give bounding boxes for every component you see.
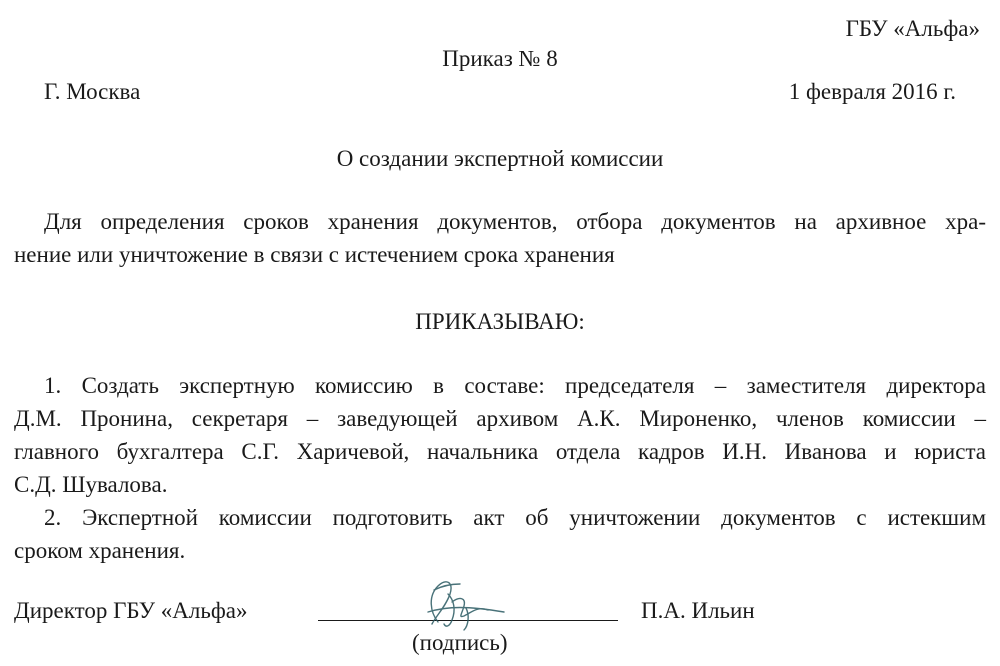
director-position: Директор ГБУ «Альфа» xyxy=(14,598,248,623)
handwritten-signature-icon xyxy=(408,572,518,634)
preamble-line: нение или уничтожение в связи с истечением срока хранения xyxy=(14,242,615,267)
item-2-line: сроком хранения. xyxy=(14,538,186,563)
city: Г. Москва xyxy=(44,79,141,104)
order-subject: О создании экспертной комиссии xyxy=(336,146,664,171)
item-1-line: Д.М. Пронина, секретаря – заведующей архивом А.К. Мироненко, членов комиссии – xyxy=(14,406,986,431)
signature-caption: (подпись) xyxy=(412,630,508,655)
order-title: Приказ № 8 xyxy=(442,46,558,71)
item-1-line: 1. Создать экспертную комиссию в составе: председателя – заместителя директора xyxy=(44,373,986,398)
order-date: 1 февраля 2016 г. xyxy=(788,79,956,104)
organization-name: ГБУ «Альфа» xyxy=(845,16,980,41)
preamble-line: Для определения сроков хранения документов, отбора документов на архивное хра- xyxy=(44,209,986,234)
director-name: П.А. Ильин xyxy=(641,598,755,623)
order-keyword: ПРИКАЗЫВАЮ: xyxy=(415,309,585,334)
item-2-line: 2. Экспертной комиссии подготовить акт об уничтожении документов с истекшим xyxy=(44,505,986,530)
item-1-line: главного бухгалтера С.Г. Харичевой, начальника отдела кадров И.Н. Иванова и юриста xyxy=(14,439,986,464)
item-1-line: С.Д. Шувалова. xyxy=(14,472,168,497)
